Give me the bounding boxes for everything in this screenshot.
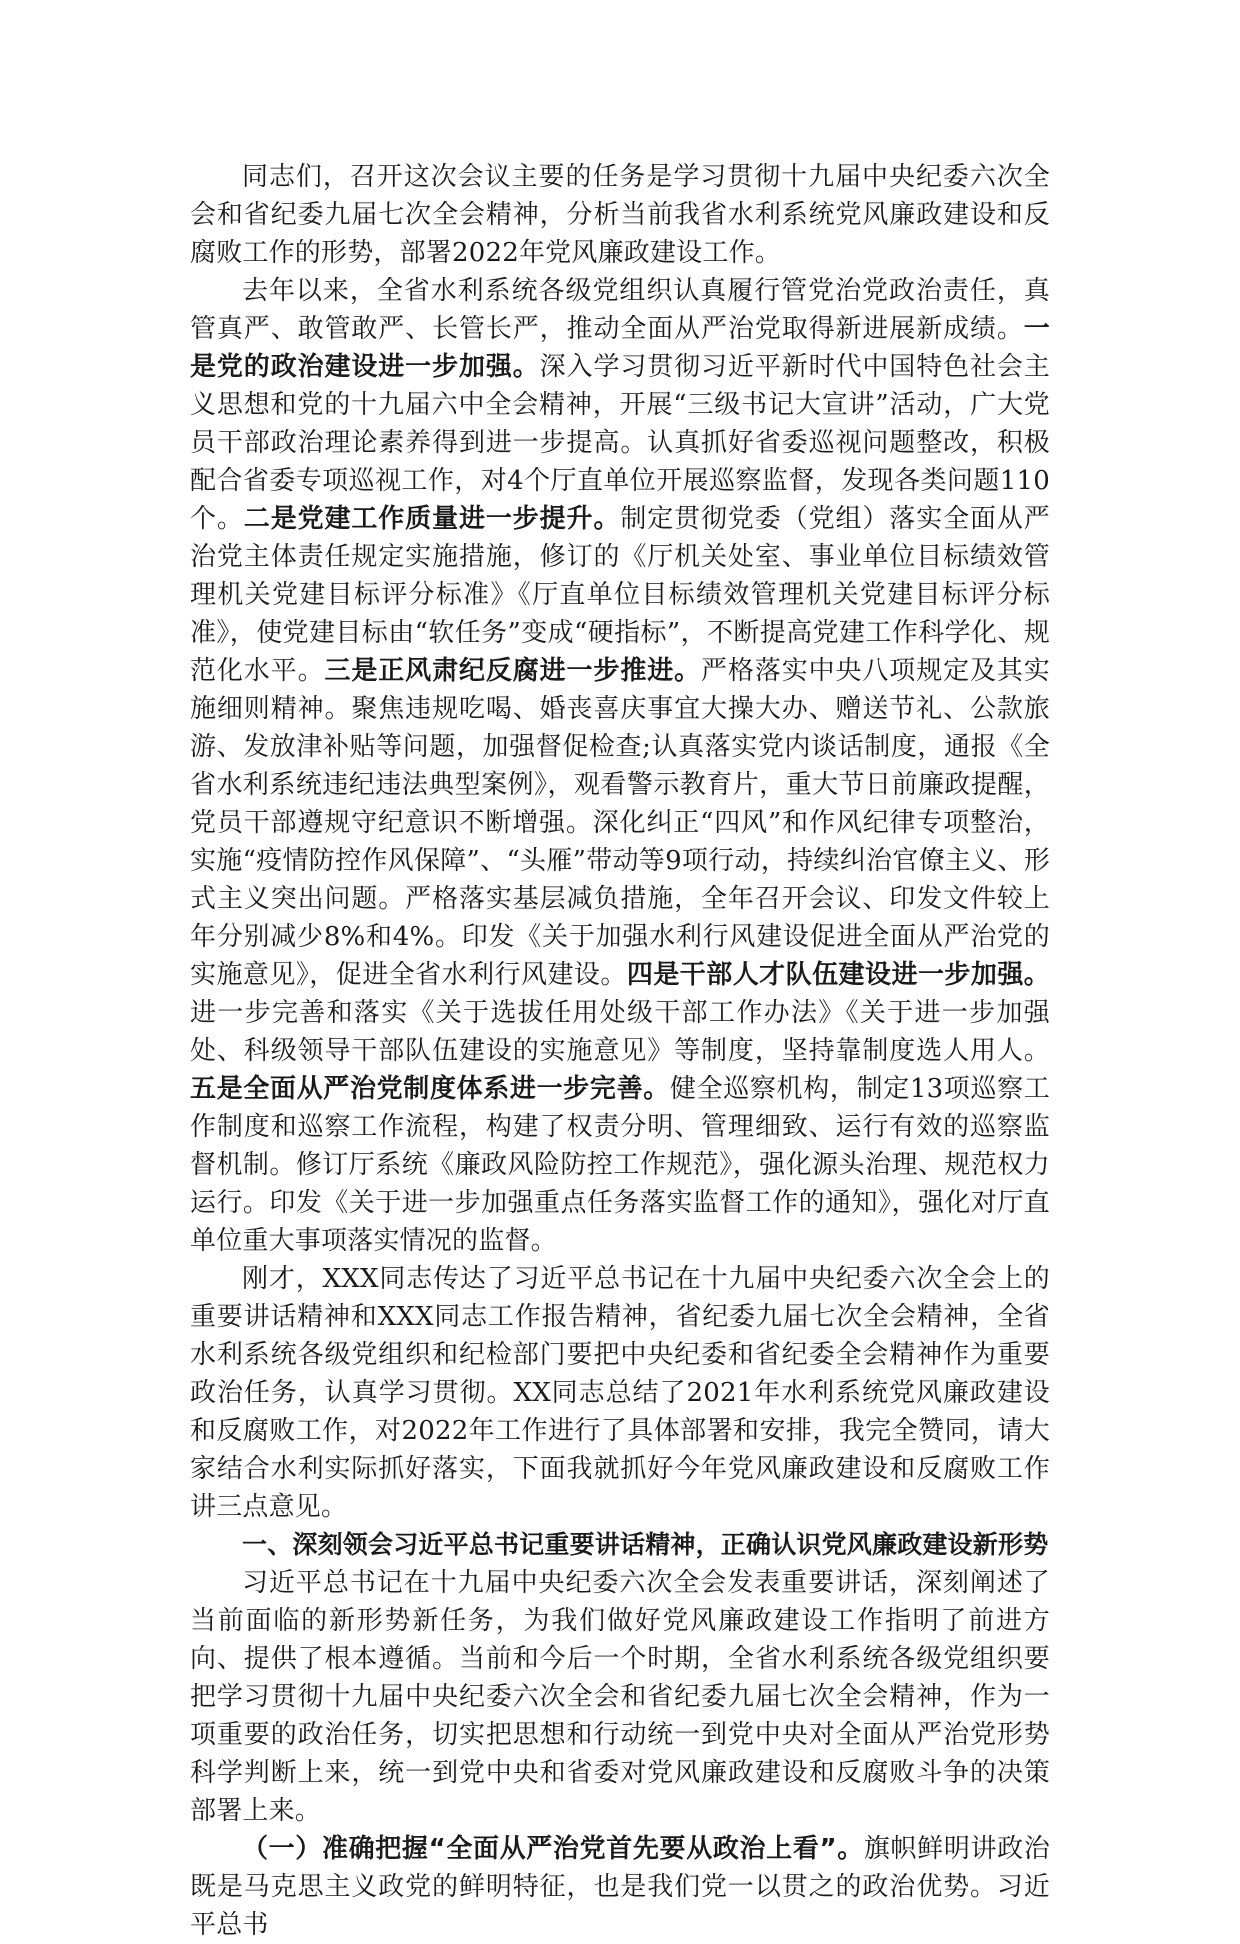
achievement-3-text: 严格落实中央八项规定及其实施细则精神。聚焦违规吃喝、婚丧喜庆事宜大操大办、赠送节礼、公款旅游、发放津补贴等问题，加强督促检查;认真落实党内谈话制度，通报《全省水利系统违纪违法典型案例》，观看警示教育片，重大节日前廉政提醒，党员干部遵规守纪意识不断增强。深化纠正“四风”和作风纪律专项整治，实施“疫情防控作风保障”、“头雁”带动等9项行动，持续纠治官僚主义、形式主义突出问题。严格落实基层减负措施，全年召开会议、印发文件较上年分别减少8%和4%。印发《关于加强水利行风建设促进全面从严治党的实施意见》，促进全省水利行风建设。 [190, 656, 1050, 990]
achievement-1-text: 深入学习贯彻习近平新时代中国特色社会主义思想和党的十九届六中全会精神，开展“三级书记大宣讲”活动，广大党员干部政治理论素养得到进一步提高。认真抓好省委巡视问题整改，积极配合省委专项巡视工作，对4个厅直单位开展巡察监督，发现各类问题110个。 [190, 352, 1050, 534]
achievement-1-title: 一是党的政治建设进一步加强。 [190, 314, 1050, 382]
subsection-1-text: 旗帜鲜明讲政治既是马克思主义政党的鲜明特征，也是我们党一以贯之的政治优势。习近平总书 [190, 1834, 1050, 1940]
paragraph-subsection-1 [190, 1830, 1050, 1944]
paragraph-section-1-text: 习近平总书记在十九届中央纪委六次全会发表重要讲话，深刻阐述了当前面临的新形势新任务，为我们做好党风廉政建设工作指明了前进方向、提供了根本遵循。当前和今后一个时期，全省水利系统各级党组织要把学习贯彻十九届中央纪委六次全会和省纪委九届七次全会精神，作为一项重要的政治任务，切实把思想和行动统一到党中央对全面从严治党形势科学判断上来，统一到党中央和省委对党风廉政建设和反腐败斗争的决策部署上来。 [190, 1568, 1050, 1826]
paragraph-achievements [190, 272, 1050, 1260]
achievement-2-title: 二是党建工作质量进一步提升。 [243, 504, 621, 534]
achievement-4-title: 四是干部人才队伍建设进一步加强。 [626, 960, 1050, 990]
achievement-5-text: 健全巡察机构，制定13项巡察工作制度和巡察工作流程，构建了权责分明、管理细致、运行有效的巡察监督机制。修订厅系统《廉政风险防控工作规范》，强化源头治理、规范权力运行。印发《关于进一步加强重点任务落实监督工作的通知》，强化对厅直单位重大事项落实情况的监督。 [190, 1074, 1050, 1256]
paragraph-opening-text: 同志们，召开这次会议主要的任务是学习贯彻十九届中央纪委六次全会和省纪委九届七次全会精神，分析当前我省水利系统党风廉政建设和反腐败工作的形势，部署2022年党风廉政建设工作。 [190, 162, 1050, 268]
paragraph-summary [190, 1260, 1050, 1526]
achievement-2-text: 制定贯彻党委（党组）落实全面从严治党主体责任规定实施措施，修订的《厅机关处室、事业单位目标绩效管理机关党建目标评分标准》《厅直单位目标绩效管理机关党建目标评分标准》，使党建目标由“软任务”变成“硬指标”，不断提高党建工作科学化、规范化水平。 [190, 504, 1050, 686]
section-heading-1: 一、深刻领会习近平总书记重要讲话精神，正确认识党风廉政建设新形势 [242, 1530, 1049, 1559]
achievement-3-title: 三是正风肃纪反腐进一步推进。 [324, 656, 702, 686]
document-page [190, 158, 1050, 1944]
paragraph-summary-text: 刚才，XXX同志传达了习近平总书记在十九届中央纪委六次全会上的重要讲话精神和XXX同志工作报告精神，省纪委九届七次全会精神，全省水利系统各级党组织和纪检部门要把中央纪委和省纪委全会精神作为重要政治任务，认真学习贯彻。XX同志总结了2021年水利系统党风廉政建设和反腐败工作，对2022年工作进行了具体部署和安排，我完全赞同，请大家结合水利实际抓好落实，下面我就抓好今年党风廉政建设和反腐败工作讲三点意见。 [190, 1264, 1050, 1522]
achievement-5-title: 五是全面从严治党制度体系进一步完善。 [190, 1074, 670, 1104]
achievements-intro: 去年以来，全省水利系统各级党组织认真履行管党治党政治责任，真管真严、敢管敢严、长管长严，推动全面从严治党取得新进展新成绩。 [190, 276, 1050, 344]
paragraph-opening [190, 158, 1050, 272]
subsection-1-title: （一）准确把握“全面从严治党首先要从政治上看”。 [242, 1834, 864, 1864]
achievement-4-text: 进一步完善和落实《关于选拔任用处级干部工作办法》《关于进一步加强处、科级领导干部队伍建设的实施意见》等制度，坚持靠制度选人用人。 [190, 998, 1050, 1066]
paragraph-section-1 [190, 1564, 1050, 1830]
